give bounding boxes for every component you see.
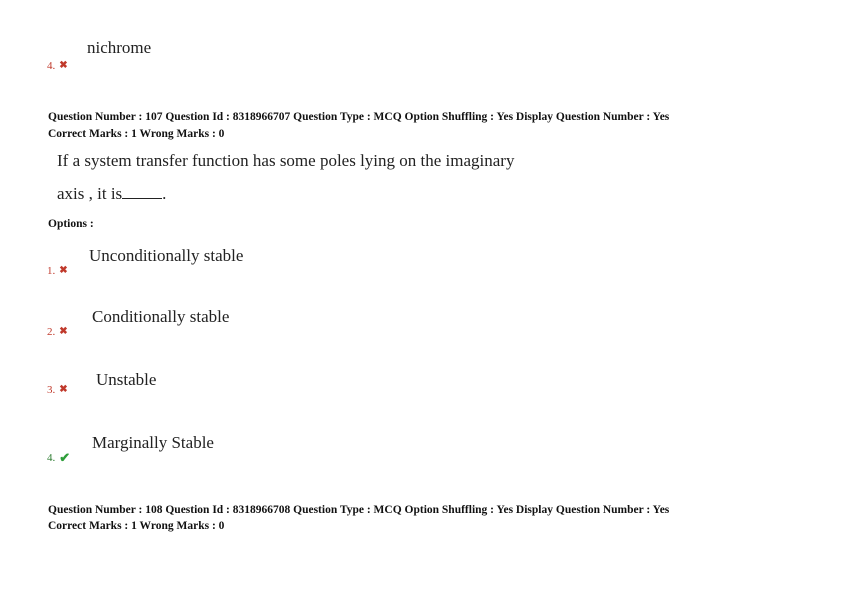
question-108-meta-line1: Question Number : 108 Question Id : 8318966708 Question Type : MCQ Option Shuffling : Yes Display Question Number : Yes xyxy=(48,504,670,516)
option-2-number: 2. xyxy=(47,326,56,338)
check-icon: ✔ xyxy=(59,450,71,465)
question-107-meta-line2: Correct Marks : 1 Wrong Marks : 0 xyxy=(48,128,225,140)
question-text-prefix: axis , it is xyxy=(57,184,123,203)
question-108-meta-line2: Correct Marks : 1 Wrong Marks : 0 xyxy=(48,520,225,532)
cross-icon: ✖ xyxy=(59,265,68,276)
question-107-meta-line1: Question Number : 107 Question Id : 8318966707 Question Type : MCQ Option Shuffling : Yes Display Question Number : Yes xyxy=(48,111,670,123)
question-text-suffix: . xyxy=(162,184,167,203)
cross-icon: ✖ xyxy=(59,326,68,337)
options-label: Options : xyxy=(48,218,94,230)
prev-option-text: nichrome xyxy=(87,38,152,57)
prev-option-marker xyxy=(47,60,68,72)
cross-icon: ✖ xyxy=(59,60,68,71)
option-3-marker xyxy=(47,384,68,396)
answer-blank xyxy=(122,186,162,199)
option-3-text: Unstable xyxy=(96,370,157,389)
option-1-text: Unconditionally stable xyxy=(89,246,244,265)
option-4-number: 4. xyxy=(47,451,56,464)
option-1-number: 1. xyxy=(47,265,56,277)
question-107-text-line2 xyxy=(57,184,166,204)
option-1-marker xyxy=(47,265,68,277)
question-107-text-line1: If a system transfer function has some poles lying on the imaginary xyxy=(57,151,515,170)
option-3-number: 3. xyxy=(47,384,56,396)
option-4-text: Marginally Stable xyxy=(92,433,214,452)
prev-option-number: 4. xyxy=(47,60,56,72)
option-2-marker xyxy=(47,326,68,338)
option-4-marker xyxy=(47,451,70,464)
cross-icon: ✖ xyxy=(59,384,68,395)
option-2-text: Conditionally stable xyxy=(92,307,230,326)
